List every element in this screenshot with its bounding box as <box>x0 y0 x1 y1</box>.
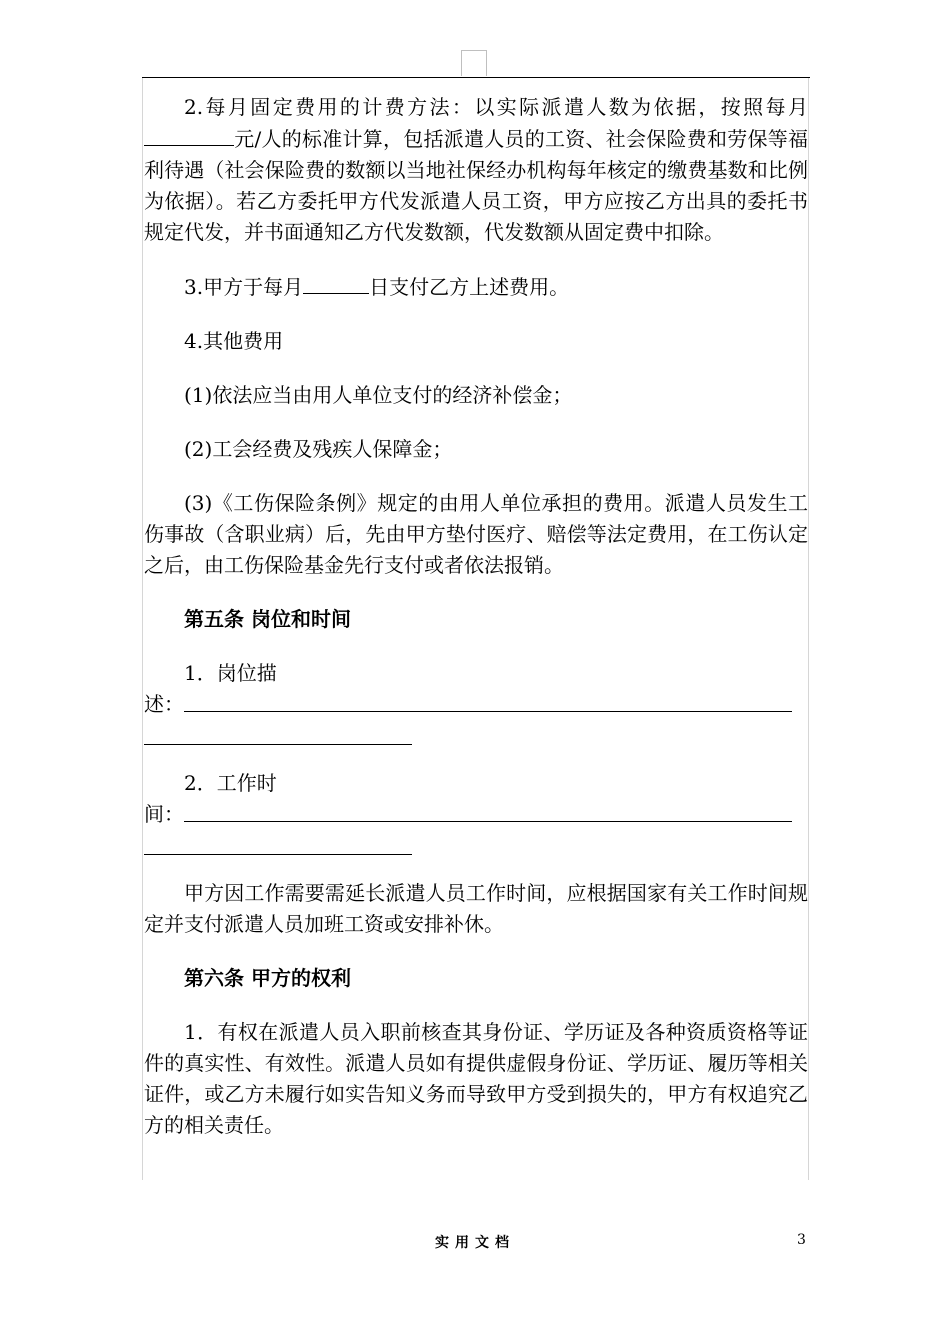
field-job-description <box>144 658 808 745</box>
paragraph-other-fees: 4.其他费用 <box>184 329 284 353</box>
field-label: 1．岗位描 <box>184 661 277 685</box>
text: 元/人的标准计算，包括派遣人员的工资、社会保险费和劳保等福利待遇（社会保险费的数额以当地社保经办机构每年核定的缴费基数和比例为依据）。若乙方委托甲方代发派遣人员工资，甲方应按乙方出具的委托书规定代发，并书面通知乙方代发数额，代发数额从固定费中扣除。 <box>144 127 808 244</box>
section-heading-6: 第六条 甲方的权利 <box>184 966 351 990</box>
text: 2.每月固定费用的计费方法：以实际派遣人数为依据，按照每月 <box>184 95 808 119</box>
text: 日支付乙方上述费用。 <box>369 275 570 299</box>
field-label: 2．工作时 <box>184 771 277 795</box>
blank-line <box>144 830 412 855</box>
margin-guide-left <box>142 78 143 1180</box>
text: 3.甲方于每月 <box>184 275 304 299</box>
paragraph-right-1: 1．有权在派遣人员入职前核查其身份证、学历证及各种资质资格等证件的真实性、有效性。派遣人员如有提供虚假身份证、学历证、履历等相关证件，或乙方未履行如实告知义务而导致甲方受到损失的，甲方有权追究乙方的相关责任。 <box>144 1020 808 1137</box>
header-marker <box>461 50 487 76</box>
paragraph-payment-day <box>144 271 808 303</box>
blank-line <box>184 689 792 712</box>
blank-amount <box>144 123 234 146</box>
blank-line <box>184 799 792 822</box>
document-body <box>144 92 808 1141</box>
paragraph-item-1: (1)依法应当由用人单位支付的经济补偿金； <box>184 383 573 407</box>
margin-guide-right <box>808 78 809 1180</box>
paragraph-item-2: (2)工会经费及残疾人保障金； <box>184 437 453 461</box>
footer-label: 实用文档 <box>435 1235 515 1251</box>
field-label: 间： <box>144 802 184 826</box>
field-work-time <box>144 768 808 855</box>
blank-line <box>144 720 412 745</box>
field-row <box>144 799 792 830</box>
paragraph-overtime: 甲方因工作需要需延长派遣人员工作时间，应根据国家有关工作时间规定并支付派遣人员加班工资或安排补休。 <box>144 881 808 936</box>
page-number: 3 <box>797 1232 806 1248</box>
section-heading-5: 第五条 岗位和时间 <box>184 607 351 631</box>
field-row <box>144 689 792 720</box>
paragraph-fixed-fee <box>144 92 808 248</box>
blank-day <box>303 271 369 294</box>
header-rule <box>142 77 810 78</box>
paragraph-item-3: (3)《工伤保险条例》规定的由用人单位承担的费用。派遣人员发生工伤事故（含职业病）后，先由甲方垫付医疗、赔偿等法定费用，在工伤认定之后，由工伤保险基金先行支付或者依法报销。 <box>144 491 808 577</box>
field-label: 述： <box>144 692 184 716</box>
